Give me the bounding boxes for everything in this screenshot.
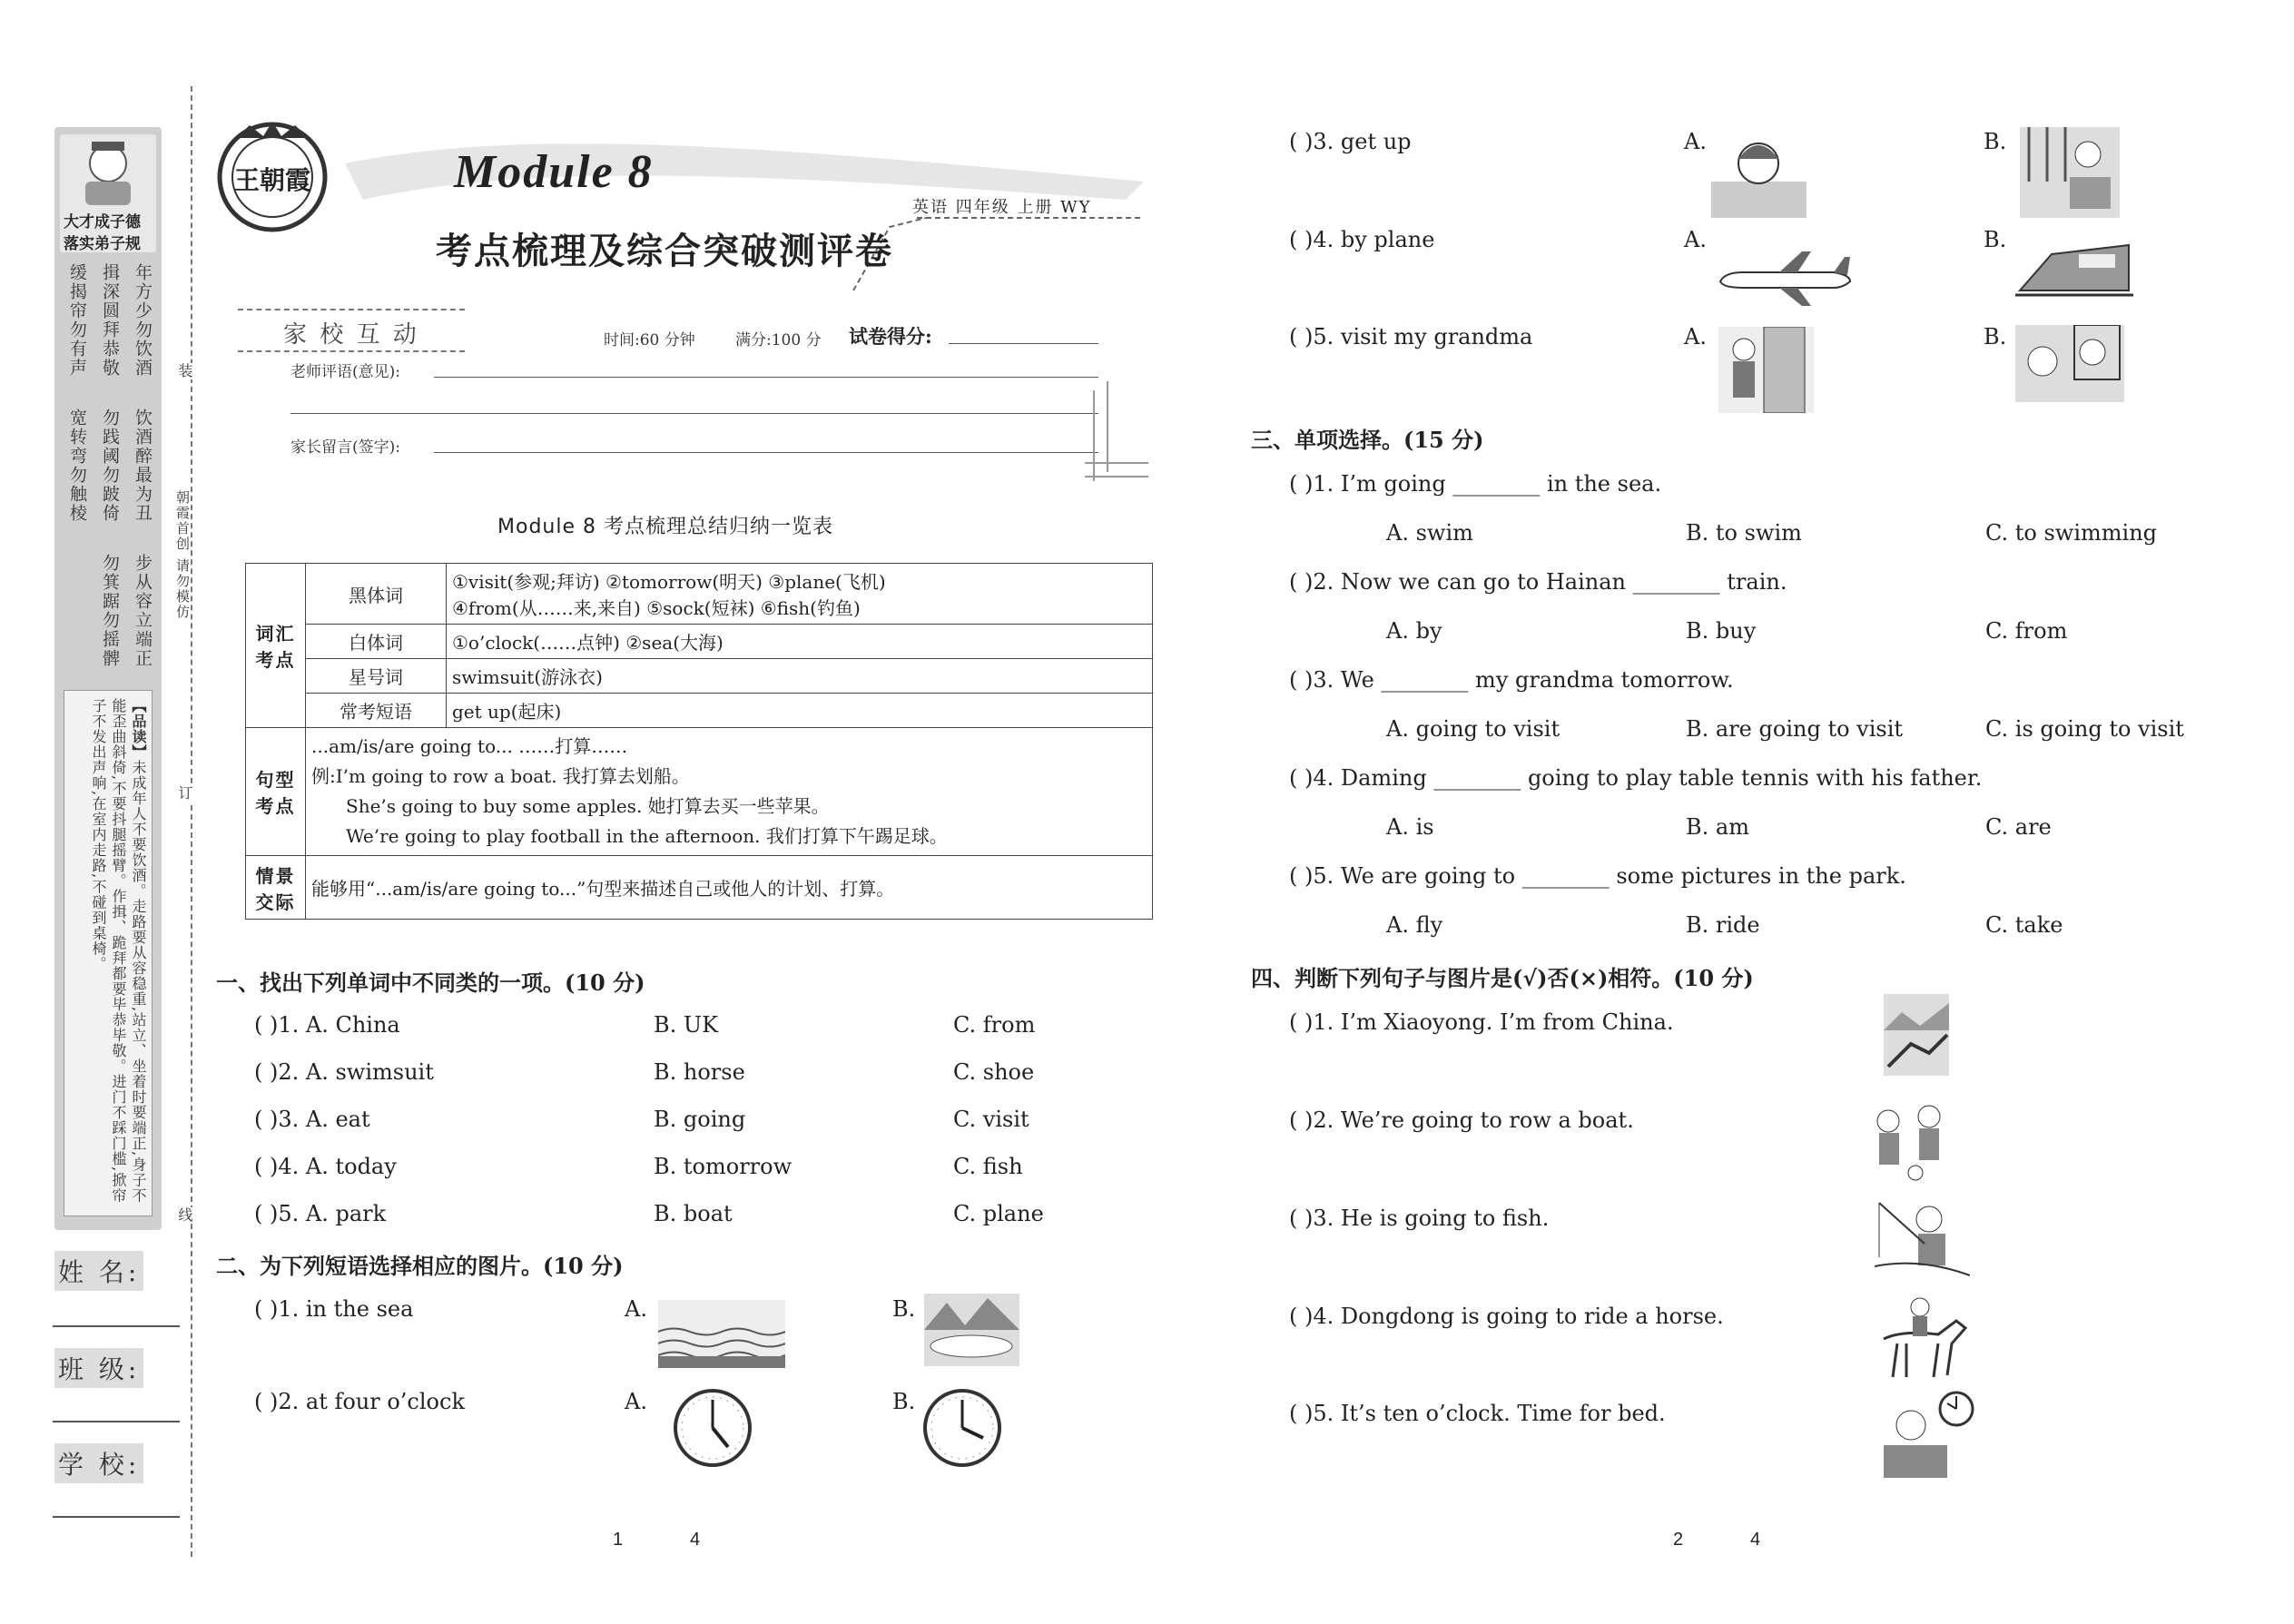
class-blank[interactable] xyxy=(53,1421,180,1422)
p1-q3-c: C. visit xyxy=(953,1107,1029,1132)
p1-q5-b: B. boat xyxy=(654,1201,733,1226)
teacher-comment-label: 老师评语(意见): xyxy=(290,363,400,381)
p3-q3[interactable]: ( )3. We ________ my grandma tomorrow. xyxy=(1289,667,1734,693)
exam-full-score: 满分:100 分 xyxy=(735,331,822,349)
rule-col-4: 揖深圆拜恭敬 xyxy=(100,263,120,378)
p1-q2[interactable]: ( )2. A. swimsuit xyxy=(254,1059,434,1085)
p3-q2-a: A. by xyxy=(1386,618,1442,644)
p1-q2-c: C. shoe xyxy=(953,1059,1035,1085)
p2-q3[interactable]: ( )3. get up xyxy=(1289,129,1412,154)
p3-q3-a: A. going to visit xyxy=(1386,716,1561,742)
page-number-right-a: 2 xyxy=(1673,1530,1684,1550)
publisher-seal-logo xyxy=(213,118,331,236)
cut-word-3: 线 xyxy=(172,1207,196,1224)
summary-title: Module 8 考点梳理总结归纳一览表 xyxy=(497,516,833,538)
p3-q4-a: A. is xyxy=(1386,814,1434,840)
row-label: 星号词 xyxy=(306,659,447,694)
rule-col-1: 年方少勿饮酒 xyxy=(133,263,153,378)
parent-comment-line[interactable] xyxy=(434,452,1098,453)
p1-q5[interactable]: ( )5. A. park xyxy=(254,1201,387,1226)
teacher-comment-line-2[interactable] xyxy=(290,413,1098,414)
p4-q4[interactable]: ( )4. Dongdong is going to ride a horse. xyxy=(1289,1304,1724,1329)
p2-q2-b: B. xyxy=(892,1389,916,1414)
p1-q5-c: C. plane xyxy=(953,1201,1044,1226)
part3-title: 三、单项选择。(15 分) xyxy=(1251,427,1484,453)
p1-q1[interactable]: ( )1. A. China xyxy=(254,1012,400,1038)
p4-q3[interactable]: ( )3. He is going to fish. xyxy=(1289,1206,1550,1231)
p1-q1-b: B. UK xyxy=(654,1012,719,1038)
table-row xyxy=(246,564,1153,625)
rule-col-2: 饮酒醉最为丑 xyxy=(133,408,153,523)
table-row xyxy=(246,694,1153,728)
left-margin-strip xyxy=(54,127,162,1230)
jiaxiao-banner xyxy=(238,309,465,352)
p2-q1-b: B. xyxy=(892,1296,916,1322)
p2-q2-a: A. xyxy=(625,1389,647,1414)
great-wall-icon xyxy=(1884,994,1949,1076)
page-number-right-b: 4 xyxy=(1750,1530,1761,1550)
reading-box xyxy=(64,690,153,1216)
teacher-comment-line-1[interactable] xyxy=(434,377,1098,378)
part4-title: 四、判断下列句子与图片是(√)否(×)相符。(10 分) xyxy=(1251,965,1754,991)
p3-q3-c: C. is going to visit xyxy=(1985,716,2184,742)
kids-playing-football-icon xyxy=(1861,1098,1974,1185)
test-subtitle: 考点梳理及综合突破测评卷 xyxy=(436,230,893,272)
p2-q4[interactable]: ( )4. by plane xyxy=(1289,227,1435,252)
module-title: Module 8 xyxy=(454,146,654,198)
parent-comment-label: 家长留言(签字): xyxy=(290,438,400,457)
rule-col-7: 缓揭帘勿有声 xyxy=(67,263,87,378)
table-row xyxy=(246,856,1153,920)
p1-q1-c: C. from xyxy=(953,1012,1036,1038)
subject-info: 英语 四年级 上册 WY xyxy=(912,198,1092,217)
row-content: get up(起床) xyxy=(447,694,1153,728)
rule-col-8: 宽转弯勿触棱 xyxy=(67,408,87,523)
part2-title: 二、为下列短语选择相应的图片。(10 分) xyxy=(216,1253,624,1279)
mascot-header xyxy=(60,134,156,252)
p2-q2[interactable]: ( )2. at four o’clock xyxy=(254,1389,465,1414)
train-window-grandma-icon xyxy=(2015,325,2124,402)
exam-time: 时间:60 分钟 xyxy=(604,331,695,349)
name-label: 姓 名: xyxy=(54,1251,143,1291)
situation-content: 能够用“...am/is/are going to...”句型来描述自己或他人的计划、打算。 xyxy=(306,856,1153,920)
sentence-category: 句型考点 xyxy=(246,728,306,856)
girl-getting-up-icon xyxy=(1711,132,1807,218)
score-label: 试卷得分: xyxy=(849,325,932,348)
class-label: 班 级: xyxy=(54,1348,143,1388)
school-blank[interactable] xyxy=(53,1516,180,1518)
rule-col-3: 步从容立端正 xyxy=(133,554,153,668)
window-scene-icon xyxy=(2020,127,2120,218)
clock-icon xyxy=(921,1387,1003,1469)
motto-top: 大才成子德 xyxy=(64,213,141,231)
vocab-category: 词汇考点 xyxy=(246,564,306,728)
p3-q5-a: A. fly xyxy=(1386,912,1443,938)
part1-title: 一、找出下列单词中不同类的一项。(10 分) xyxy=(216,969,645,996)
svg-text:王朝霞: 王朝霞 xyxy=(233,165,311,195)
clock-icon xyxy=(672,1387,753,1469)
boy-fishing-icon xyxy=(1875,1194,1970,1284)
p3-q5-c: C. take xyxy=(1985,912,2063,938)
cut-word-2: 订 xyxy=(172,785,196,802)
p2-q3-a: A. xyxy=(1684,129,1707,154)
name-blank[interactable] xyxy=(53,1325,180,1327)
row-label: 黑体词 xyxy=(306,564,447,625)
table-row xyxy=(246,659,1153,694)
sentence-content: ...am/is/are going to... ……打算…… 例:I’m going to row a boat. 我打算去划船。 She’s going to buy some apples. 她打算去买一些苹果。 We’re going to play football in the afternoon. 我们打算下午踢足球。 xyxy=(306,728,1153,856)
p3-q4-b: B. am xyxy=(1686,814,1749,840)
row-content: swimsuit(游泳衣) xyxy=(447,659,1153,694)
page-number-left-b: 4 xyxy=(690,1530,701,1550)
side-note: 朝霞首创 请勿模仿 xyxy=(174,490,191,620)
p2-q5[interactable]: ( )5. visit my grandma xyxy=(1289,324,1533,349)
p1-q3[interactable]: ( )3. A. eat xyxy=(254,1107,370,1132)
p1-q3-b: B. going xyxy=(654,1107,746,1132)
scholar-mascot-icon xyxy=(60,134,156,207)
p3-q2-b: B. buy xyxy=(1686,618,1757,644)
sea-picture-icon xyxy=(658,1300,785,1368)
visit-door-icon xyxy=(1718,327,1814,413)
train-icon xyxy=(2015,227,2133,300)
page-number-left-a: 1 xyxy=(613,1530,624,1550)
p3-q1-c: C. to swimming xyxy=(1985,520,2158,546)
p2-q4-b: B. xyxy=(1984,227,2007,252)
row-label: 白体词 xyxy=(306,625,447,659)
summary-table xyxy=(245,563,1153,920)
p3-q2-c: C. from xyxy=(1985,618,2068,644)
p1-q4-b: B. tomorrow xyxy=(654,1154,793,1179)
table-row xyxy=(246,625,1153,659)
jiaxiao-title: 家 校 互 动 xyxy=(283,321,419,349)
rule-col-6: 勿箕踞勿摇髀 xyxy=(100,554,120,668)
rule-col-5: 勿践阈勿跛倚 xyxy=(100,408,120,523)
p2-q1-a: A. xyxy=(625,1296,647,1322)
row-content: ①o’clock(……点钟) ②sea(大海) xyxy=(447,625,1153,659)
p2-q1[interactable]: ( )1. in the sea xyxy=(254,1296,414,1322)
reading-text: 【品读】未成年人不要饮酒。走路要从容稳重,站立、坐着时要端正,身子不能歪曲斜倚,不要抖腿摇臂。作揖、跪拜都要毕恭毕敬。进门不踩门槛,掀帘子不发出声响,在室内走路,不碰到桌椅。 xyxy=(90,698,147,1204)
score-blank[interactable] xyxy=(949,343,1098,344)
girl-and-clock-icon xyxy=(1875,1389,1974,1480)
motto-bottom: 落实弟子规 xyxy=(64,235,141,253)
table-row xyxy=(246,728,1153,856)
cut-line xyxy=(191,86,192,1557)
school-label: 学 校: xyxy=(54,1443,143,1483)
p3-q2[interactable]: ( )2. Now we can go to Hainan ________ train. xyxy=(1289,569,1787,595)
lake-landscape-icon xyxy=(924,1294,1019,1366)
p3-q4-c: C. are xyxy=(1985,814,2052,840)
p3-q1[interactable]: ( )1. I’m going ________ in the sea. xyxy=(1289,471,1662,497)
p4-q5[interactable]: ( )5. It’s ten o’clock. Time for bed. xyxy=(1289,1401,1666,1426)
corner-lines-decoration xyxy=(1085,381,1148,490)
cut-word-1: 装 xyxy=(172,363,196,379)
p3-q5-b: B. ride xyxy=(1686,912,1760,938)
p3-q3-b: B. are going to visit xyxy=(1686,716,1904,742)
horse-riding-icon xyxy=(1875,1294,1970,1384)
situation-category: 情景交际 xyxy=(246,856,306,920)
airplane-icon xyxy=(1716,250,1852,309)
p2-q3-b: B. xyxy=(1984,129,2007,154)
p1-q4-c: C. fish xyxy=(953,1154,1023,1179)
p1-q4[interactable]: ( )4. A. today xyxy=(254,1154,397,1179)
row-label: 常考短语 xyxy=(306,694,447,728)
p3-q1-a: A. swim xyxy=(1386,520,1473,546)
p2-q4-a: A. xyxy=(1684,227,1707,252)
p4-q1[interactable]: ( )1. I’m Xiaoyong. I’m from China. xyxy=(1289,1009,1674,1035)
p3-q1-b: B. to swim xyxy=(1686,520,1802,546)
p3-q4[interactable]: ( )4. Daming ________ going to play table tennis with his father. xyxy=(1289,765,1983,791)
p1-q2-b: B. horse xyxy=(654,1059,745,1085)
p3-q5[interactable]: ( )5. We are going to ________ some pictures in the park. xyxy=(1289,863,1906,889)
p4-q2[interactable]: ( )2. We’re going to row a boat. xyxy=(1289,1107,1634,1133)
p2-q5-a: A. xyxy=(1684,324,1707,349)
row-content: ①visit(参观;拜访) ②tomorrow(明天) ③plane(飞机) ④from(从……来,来自) ⑤sock(短袜) ⑥fish(钓鱼) xyxy=(447,564,1153,625)
p2-q5-b: B. xyxy=(1984,324,2007,349)
